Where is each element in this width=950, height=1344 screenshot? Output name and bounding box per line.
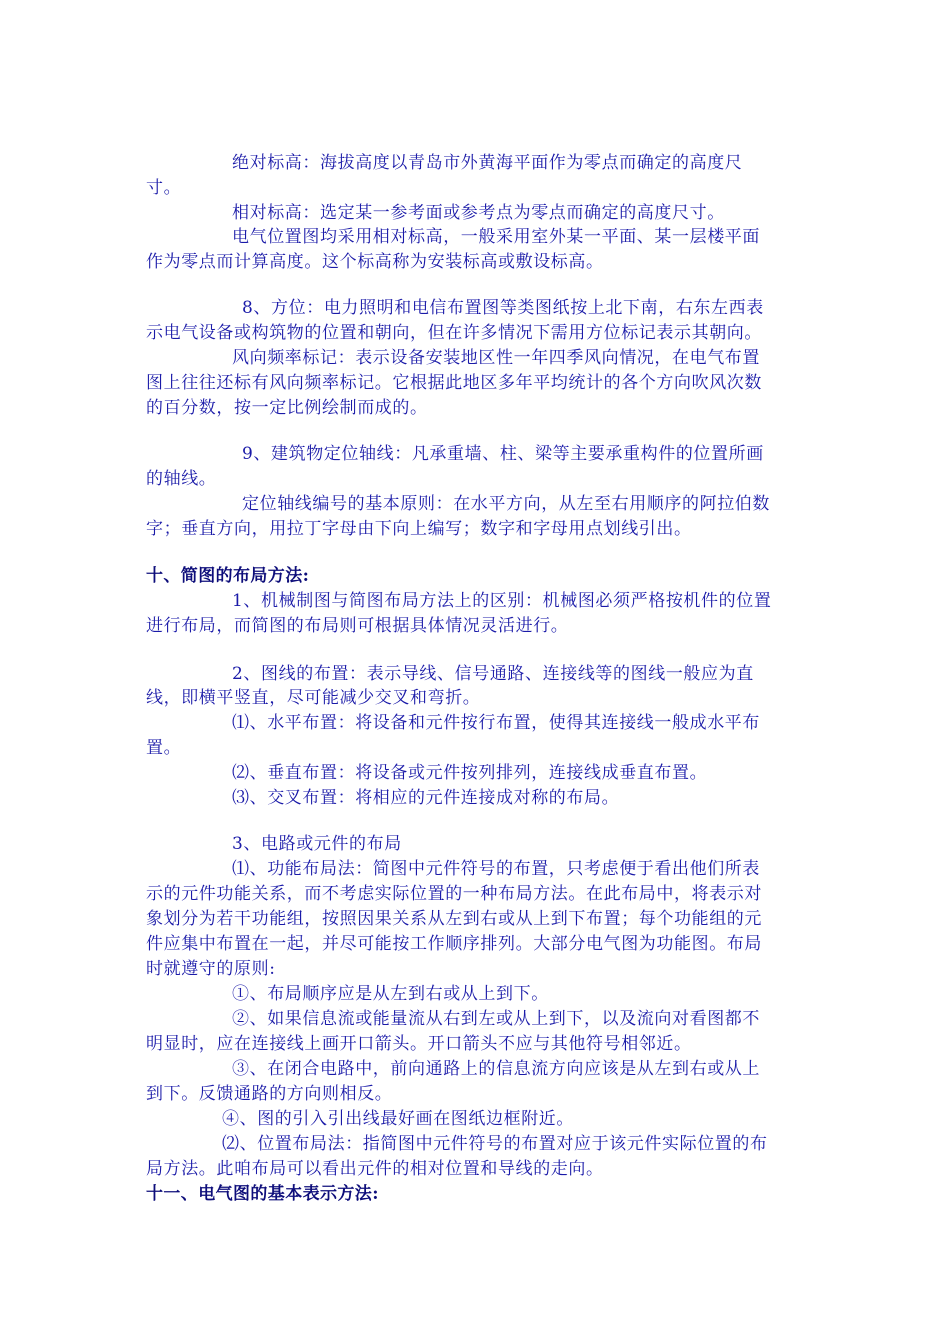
text-line: 明显时，应在连接线上画开口箭头。开口箭头不应与其他符号相邻近。 — [146, 1034, 692, 1054]
text-line: 线，即横平竖直，尽可能减少交叉和弯折。 — [146, 688, 481, 708]
text-line: 示电气设备或构筑物的位置和朝向，但在许多情况下需用方位标记表示其朝向。 — [146, 323, 762, 343]
text-line: 风向频率标记：表示设备安装地区性一年四季风向情况，在电气布置 — [232, 348, 760, 368]
text-line: 绝对标高：海拔高度以青岛市外黄海平面作为零点而确定的高度尺 — [232, 153, 743, 173]
text-line: ⑴、水平布置：将设备和元件按行布置，使得其连接线一般成水平布 — [232, 713, 760, 733]
text-line: ⑵、位置布局法：指简图中元件符号的布置对应于该元件实际位置的布 — [222, 1134, 768, 1154]
text-line: 置。 — [146, 738, 182, 758]
section-heading: 十一、电气图的基本表示方法: — [146, 1184, 379, 1204]
text-line: 3、电路或元件的布局 — [232, 834, 402, 854]
text-line: 寸。 — [146, 178, 182, 198]
text-line: 相对标高：选定某一参考面或参考点为零点而确定的高度尺寸。 — [232, 203, 725, 223]
text-line: 图上往往还标有风向频率标记。它根据此地区多年平均统计的各个方向吹风次数 — [146, 373, 762, 393]
text-line: 9、建筑物定位轴线：凡承重墙、柱、梁等主要承重构件的位置所画 — [242, 444, 764, 464]
text-line: 件应集中布置在一起，并尽可能按工作顺序排列。大部分电气图为功能图。布局 — [146, 934, 762, 954]
text-line: 的百分数，按一定比例绘制而成的。 — [146, 398, 428, 418]
text-line: 2、图线的布置：表示导线、信号通路、连接线等的图线一般应为直 — [232, 664, 754, 684]
list-item: ②、如果信息流或能量流从右到左或从上到下，以及流向对看图都不 — [232, 1009, 760, 1029]
list-item: ③、在闭合电路中，前向通路上的信息流方向应该是从左到右或从上 — [232, 1059, 760, 1079]
list-item: ①、布局顺序应是从左到右或从上到下。 — [232, 984, 549, 1004]
text-line: 局方法。此咱布局可以看出元件的相对位置和导线的走向。 — [146, 1159, 604, 1179]
text-line: 的轴线。 — [146, 469, 217, 489]
list-item: ④、图的引入引出线最好画在图纸边框附近。 — [222, 1109, 574, 1129]
text-line: ⑴、功能布局法：简图中元件符号的布置，只考虑便于看出他们所表 — [232, 859, 760, 879]
text-line: 8、方位：电力照明和电信布置图等类图纸按上北下南，右东左西表 — [242, 298, 764, 318]
text-line: 1、机械制图与简图布局方法上的区别：机械图必须严格按机件的位置 — [232, 591, 772, 611]
text-line: ⑵、垂直布置：将设备或元件按列排列，连接线成垂直布置。 — [232, 763, 708, 783]
text-line: 示的元件功能关系，而不考虑实际位置的一种布局方法。在此布局中，将表示对 — [146, 884, 762, 904]
text-line: 到下。反馈通路的方向则相反。 — [146, 1084, 393, 1104]
text-line: 字；垂直方向，用拉丁字母由下向上编写；数字和字母用点划线引出。 — [146, 519, 692, 539]
text-line: 定位轴线编号的基本原则：在水平方向，从左至右用顺序的阿拉伯数 — [242, 494, 770, 514]
text-line: 电气位置图均采用相对标高，一般采用室外某一平面、某一层楼平面 — [232, 227, 760, 247]
text-line: 象划分为若干功能组，按照因果关系从左到右或从上到下布置；每个功能组的元 — [146, 909, 762, 929]
text-line: ⑶、交叉布置：将相应的元件连接成对称的布局。 — [232, 788, 620, 808]
text-line: 作为零点而计算高度。这个标高称为安装标高或敷设标高。 — [146, 252, 604, 272]
text-line: 进行布局，而简图的布局则可根据具体情况灵活进行。 — [146, 616, 569, 636]
text-line: 时就遵守的原则: — [146, 959, 276, 979]
section-heading: 十、简图的布局方法: — [146, 566, 310, 586]
